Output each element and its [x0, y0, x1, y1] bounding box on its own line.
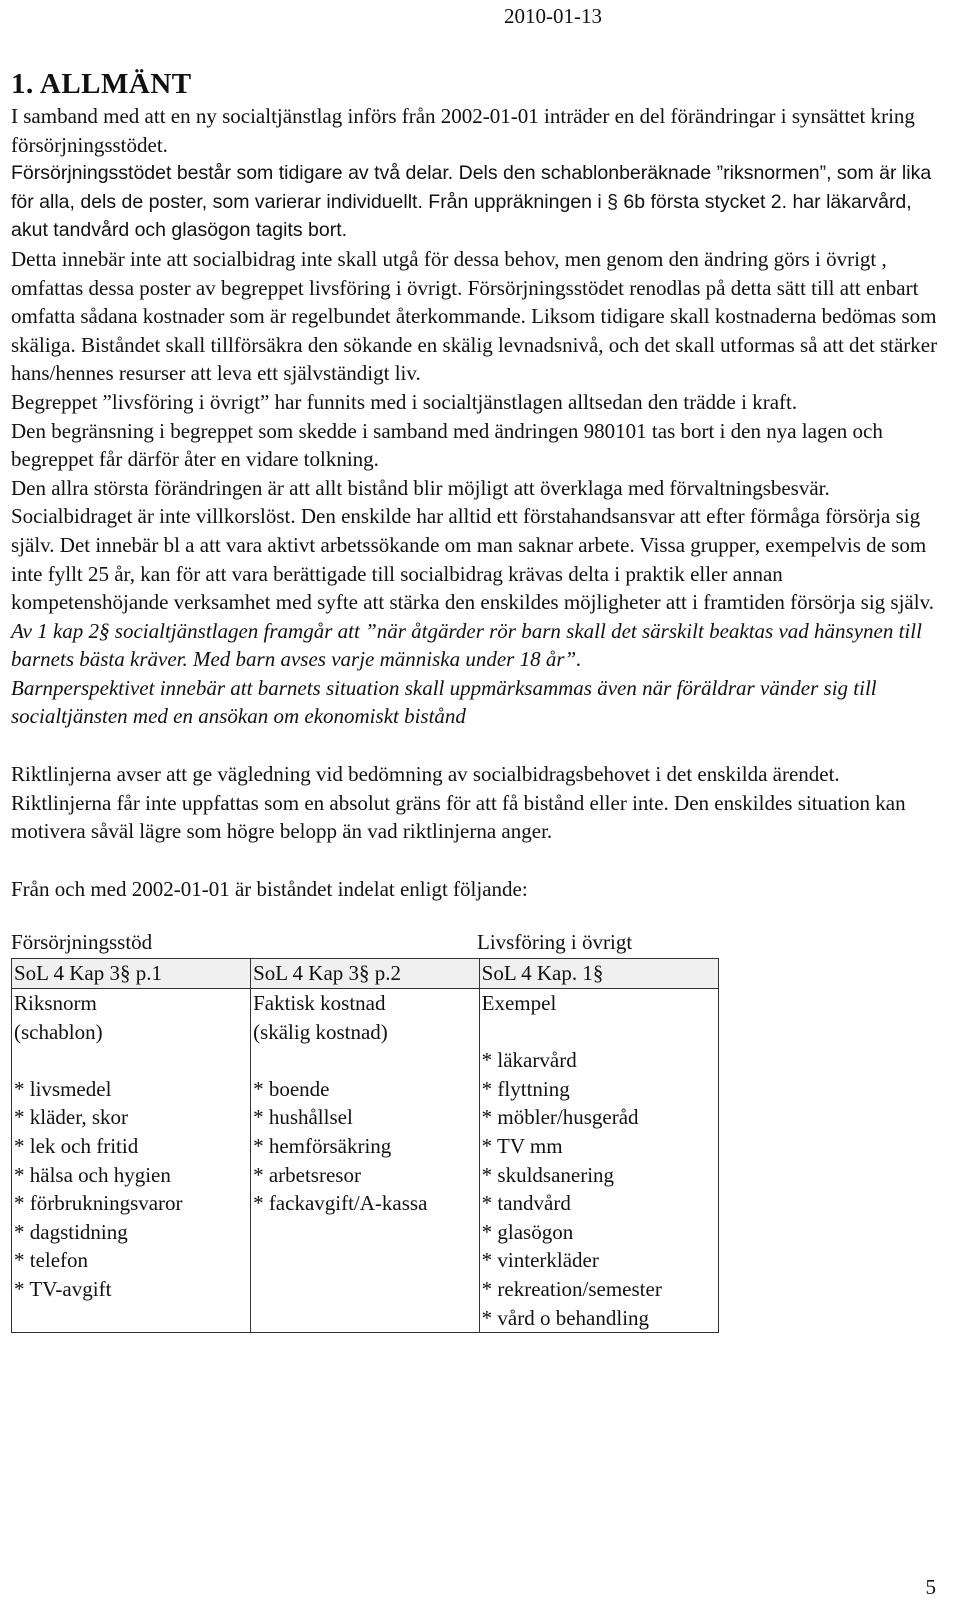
- list-item: * lek och fritid: [14, 1134, 139, 1158]
- list-item: * TV mm: [481, 1134, 563, 1158]
- paragraph-intro: I samband med att en ny socialtjänstlag införs från 2002-01-01 inträder en del förändringar i synsättet kring försörjningsstödet.: [11, 104, 915, 157]
- list-item: * fackavgift/A-kassa: [253, 1191, 428, 1216]
- list-item: * förbrukningsvaror: [14, 1191, 183, 1216]
- paragraph-overklaga: Den allra största förändringen är att allt bistånd blir möjligt att överklaga med förvaltningsbesvär.: [11, 475, 830, 500]
- table-group-headings: [11, 928, 941, 956]
- list-item: * skuldsanering: [481, 1162, 615, 1187]
- spacer: [14, 1046, 250, 1075]
- paragraph-two-parts: Försörjningsstödet består som tidigare av två delar. Dels den schablonberäknade ”riksnormen”, som är lika för alla, dels de poster, som varierar individuellt. Från uppräkningen i § 6b första stycket 2. har läkarvård, akut tandvård och glasögon tagits bort.: [11, 162, 932, 242]
- body-cell-col1: [12, 989, 251, 1333]
- list-item: * tandvård: [481, 1191, 571, 1216]
- table-body-row: [12, 989, 719, 1333]
- list-item: * vård o behandling: [481, 1305, 650, 1330]
- list-item: * flyttning: [481, 1076, 570, 1101]
- list-item: * möbler/husgeråd: [481, 1105, 639, 1130]
- body-cell-col2: [251, 989, 480, 1333]
- group-heading-livsforing: Livsföring i övrigt: [477, 930, 633, 955]
- body-cell-col3: [479, 989, 718, 1333]
- table-header-row: [12, 959, 719, 989]
- list-item: * arbetsresor: [253, 1162, 361, 1187]
- list-item: * läkarvård: [481, 1048, 577, 1073]
- spacer: [11, 731, 941, 760]
- bistand-table: [11, 958, 719, 1333]
- list-item: * hushållsel: [253, 1105, 353, 1130]
- document-date: 2010-01-13: [504, 4, 602, 28]
- list-item: * rekreation/semester: [481, 1276, 662, 1301]
- header-cell-col2: SoL 4 Kap 3§ p.2: [251, 959, 480, 989]
- list-item: * hemförsäkring: [253, 1134, 392, 1158]
- paragraph-begreppet: Begreppet ”livsföring i övrigt” har funnits med i socialtjänstlagen alltsedan den trädde i kraft.: [11, 389, 798, 414]
- col1-subtitle: (schablon): [14, 1019, 103, 1044]
- list-item: * telefon: [14, 1248, 89, 1273]
- spacer: [11, 846, 941, 875]
- paragraph-barn-lag: Av 1 kap 2§ socialtjänstlagen framgår att ”när åtgärder rör barn skall det särskilt beaktas vad hänsynen till barnets bästa kräver. Med barn avses varje människa under 18 år”.: [11, 618, 922, 672]
- paragraph-begransning: Den begränsning i begreppet som skedde i samband med ändringen 980101 tas bort i den nya lagen och begreppet får därför åter en vidare tolkning.: [11, 418, 883, 472]
- paragraph-riktlinjer: Riktlinjerna avser att ge vägledning vid bedömning av socialbidragsbehovet i det enskilda ärendet. Riktlinjerna får inte uppfattas som en absolut gräns för att få bistånd eller inte. Den enskildes situation kan motivera såväl lägre som högre belopp än vad riktlinjerna anger.: [11, 762, 906, 844]
- header-cell-col3: SoL 4 Kap. 1§: [479, 959, 718, 989]
- list-item: * glasögon: [481, 1219, 574, 1244]
- header-cell-col1: SoL 4 Kap 3§ p.1: [12, 959, 251, 989]
- col2-subtitle: (skälig kostnad): [253, 1019, 388, 1044]
- list-item: * hälsa och hygien: [14, 1162, 171, 1187]
- list-item: * kläder, skor: [14, 1105, 129, 1130]
- list-item: * boende: [253, 1076, 330, 1101]
- spacer: [482, 1018, 718, 1047]
- paragraph-indelning: Från och med 2002-01-01 är biståndet indelat enligt följande:: [11, 876, 528, 901]
- section-heading: 1. ALLMÄNT: [11, 68, 192, 100]
- list-item: * vinterkläder: [481, 1248, 599, 1273]
- col3-title: Exempel: [481, 991, 557, 1016]
- col1-title: Riksnorm: [14, 991, 97, 1016]
- list-item: * TV-avgift: [14, 1276, 112, 1301]
- list-item: * dagstidning: [14, 1219, 128, 1244]
- list-item: * livsmedel: [14, 1076, 112, 1101]
- paragraph-barnperspektiv: Barnperspektivet innebär att barnets situation skall uppmärksammas även när föräldrar vänder sig till socialtjänsten med en ansökan om ekonomiskt bistånd: [11, 675, 877, 729]
- page-number: 5: [925, 1575, 936, 1600]
- spacer: [253, 1046, 479, 1075]
- col2-title: Faktisk kostnad: [253, 991, 386, 1016]
- document-body: [11, 66, 941, 1333]
- paragraph-livsforing: Detta innebär inte att socialbidrag inte skall utgå för dessa behov, men genom den ändring görs i övrigt , omfattas dessa poster av begreppet livsföring i övrigt. Försörjningsstödet renodlas på detta sätt till att enbart omfatta sådana kostnader som är regelbundet återkommande. Liksom tidigare skall kostnaderna bedömas som skäliga. Biståndet skall tillförsäkra den sökande en skälig levnadsnivå, och det skall utformas så att det stärker hans/hennes resurser att leva ett självständigt liv.: [11, 246, 938, 386]
- paragraph-villkor: Socialbidraget är inte villkorslöst. Den enskilde har alltid ett förstahandsansvar att efter förmåga försörja sig själv. Det innebär bl a att vara aktivt arbetssökande om man saknar arbete. Vissa grupper, exempelvis de som inte fyllt 25 år, kan för att vara berättigade till socialbidrag krävas delta i praktik eller annan kompetenshöjande verksamhet med syfte att stärka den enskildes möjligheter att i framtiden försörja sig själv.: [11, 504, 934, 615]
- group-heading-forsorjningsstod: Försörjningsstöd: [11, 930, 153, 955]
